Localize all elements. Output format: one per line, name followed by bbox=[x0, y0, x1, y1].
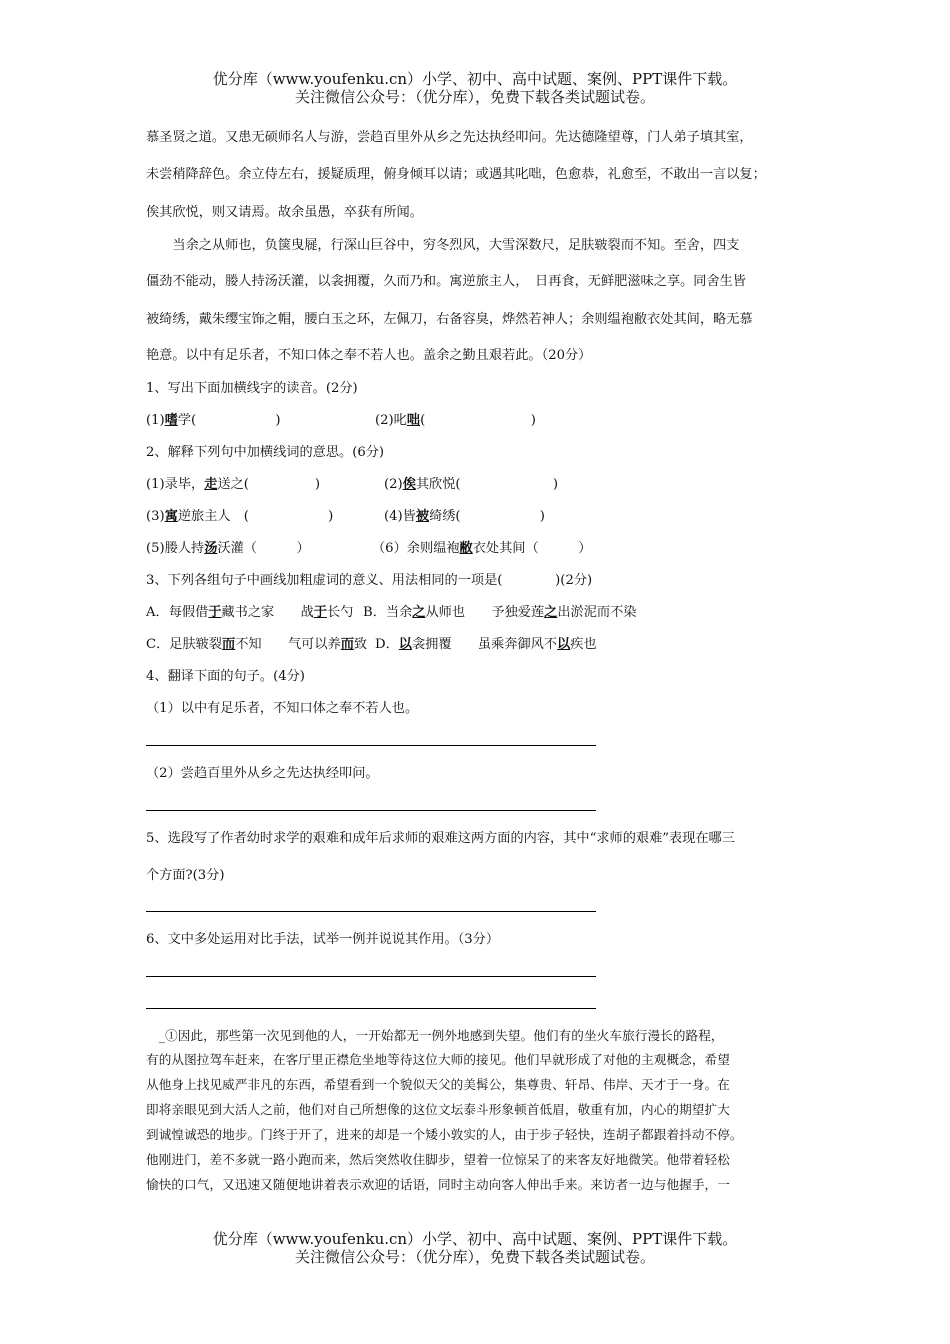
underlined-char: 走 bbox=[204, 477, 218, 492]
answer-line[interactable] bbox=[146, 745, 596, 746]
underlined-char: 咄 bbox=[406, 413, 421, 428]
header-line-2: 关注微信公众号：（优分库），免费下载各类试题试卷。 bbox=[294, 88, 655, 106]
question-6-title: 6、文中多处运用对比手法，试举一例并说说其作用。（3分） bbox=[146, 932, 500, 947]
answer-line[interactable] bbox=[146, 810, 596, 811]
passage-line: 被绮绣，戴朱缨宝饰之帽，腰白玉之环，左佩刀，右备容臭，烨然若神人；余则缊袍敝衣处其间，略无慕 bbox=[146, 312, 753, 327]
question-2-title: 2、解释下列句中加横线词的意思。(6分) bbox=[146, 445, 385, 460]
q3-option-b: B．当余之从师也 予独爱莲之出淤泥而不染 bbox=[363, 605, 637, 620]
underlined-char: 嗜 bbox=[164, 413, 178, 428]
underlined-char: 汤 bbox=[204, 541, 218, 556]
q2-item-3: (3)寓逆旅主人 ( ) bbox=[146, 509, 334, 524]
q2-item-6: （6）余则缊袍敝衣处其间（ ） bbox=[372, 541, 592, 556]
question-5-line-2: 个方面?(3分) bbox=[146, 868, 225, 883]
question-5-line-1: 5、选段写了作者幼时求学的艰难和成年后求师的艰难这两方面的内容，其中“求师的艰难”表现在哪三 bbox=[146, 831, 735, 846]
question-1-title: 1、写出下面加横线字的读音。(2分) bbox=[146, 381, 358, 396]
passage-line: 俟其欣悦，则又请焉。故余虽愚，卒获有所闻。 bbox=[146, 205, 423, 220]
reading-line: 到诚惶诚恐的地步。门终于开了，进来的却是一个矮小敦实的人，由于步子轻快，连胡子都跟着抖动不停。 bbox=[146, 1127, 743, 1142]
reading-line: 他刚进门，差不多就一路小跑而来，然后突然收住脚步，望着一位惊呆了的来客友好地微笑。他带着轻松 bbox=[146, 1152, 730, 1167]
answer-line[interactable] bbox=[146, 911, 596, 912]
footer-line-2: 关注微信公众号：（优分库），免费下载各类试题试卷。 bbox=[294, 1248, 655, 1266]
question-4-title: 4、翻译下面的句子。(4分) bbox=[146, 669, 305, 684]
q2-item-2: (2)俟其欣悦( ) bbox=[384, 477, 559, 492]
q3-option-d: D．以衾拥覆 虽乘奔御风不以疾也 bbox=[375, 637, 597, 652]
answer-line[interactable] bbox=[146, 1008, 596, 1009]
reading-line: 即将亲眼见到大活人之前，他们对自己所想像的这位文坛泰斗形象顿首低眉，敬重有加，内心的期望扩大 bbox=[146, 1102, 730, 1117]
passage-line: 当余之从师也，负箧曳屣，行深山巨谷中，穷冬烈风，大雪深数尺，足肤皲裂而不知。至舍，四支 bbox=[146, 238, 740, 253]
q2-item-5: (5)媵人持汤沃灌（ ） bbox=[146, 541, 310, 556]
header-line-1: 优分库（www.youfenku.cn）小学、初中、高中试题、案例、PPT课件下载。 bbox=[212, 70, 738, 88]
passage-line: 僵劲不能动，媵人持汤沃灌，以衾拥覆，久而乃和。寓逆旅主人， 日再食，无鲜肥滋味之享。同舍生皆 bbox=[146, 274, 747, 289]
underlined-char: 敝 bbox=[459, 541, 473, 556]
q1-item-2: (2)叱咄( ) bbox=[375, 413, 536, 428]
q3-option-c: C．足肤皲裂而不知 气可以养而致 bbox=[146, 637, 368, 652]
passage-line: 艳意。以中有足乐者，不知口体之奉不若人也。盖余之勤且艰若此。（20分） bbox=[146, 348, 592, 363]
reading-line: 愉快的口气，又迅速又随便地讲着表示欢迎的话语，同时主动向客人伸出手来。来访者一边与他握手，一 bbox=[146, 1177, 730, 1192]
q4-sentence-2: （2）尝趋百里外从乡之先达执经叩问。 bbox=[146, 766, 379, 781]
underlined-char: 俟 bbox=[402, 477, 416, 492]
answer-line[interactable] bbox=[146, 976, 596, 977]
q2-item-1: (1)录毕，走送之( ) bbox=[146, 477, 321, 492]
question-3-title: 3、下列各组句子中画线加粗虚词的意义、用法相同的一项是( )(2分) bbox=[146, 573, 593, 588]
q2-item-4: (4)皆被绮绣( ) bbox=[384, 509, 545, 524]
reading-line: _①因此，那些第一次见到他的人，一开始都无一例外地感到失望。他们有的坐火车旅行漫长的路程， bbox=[146, 1028, 724, 1043]
q3-option-a: A．每假借于藏书之家 战于长勺 bbox=[146, 605, 354, 620]
passage-line: 未尝稍降辞色。余立侍左右，援疑质理，俯身倾耳以请；或遇其叱咄，色愈恭，礼愈至，不敢出一言以复； bbox=[146, 167, 766, 182]
reading-line: 从他身上找见威严非凡的东西，希望看到一个貌似天父的美髯公，集尊贵、轩昂、伟岸、天才于一身。在 bbox=[146, 1077, 730, 1092]
q1-item-1: (1)嗜学( ) bbox=[146, 413, 281, 428]
footer-line-1: 优分库（www.youfenku.cn）小学、初中、高中试题、案例、PPT课件下载。 bbox=[212, 1230, 738, 1248]
q4-sentence-1: （1）以中有足乐者，不知口体之奉不若人也。 bbox=[146, 701, 419, 716]
underlined-char: 被 bbox=[415, 509, 430, 524]
passage-line: 慕圣贤之道。又患无硕师名人与游，尝趋百里外从乡之先达执经叩问。先达德隆望尊，门人弟子填其室， bbox=[146, 130, 753, 145]
underlined-char: 寓 bbox=[164, 509, 178, 524]
reading-line: 有的从图拉驾车赶来，在客厅里正襟危坐地等待这位大师的接见。他们早就形成了对他的主观概念，希望 bbox=[146, 1052, 730, 1067]
